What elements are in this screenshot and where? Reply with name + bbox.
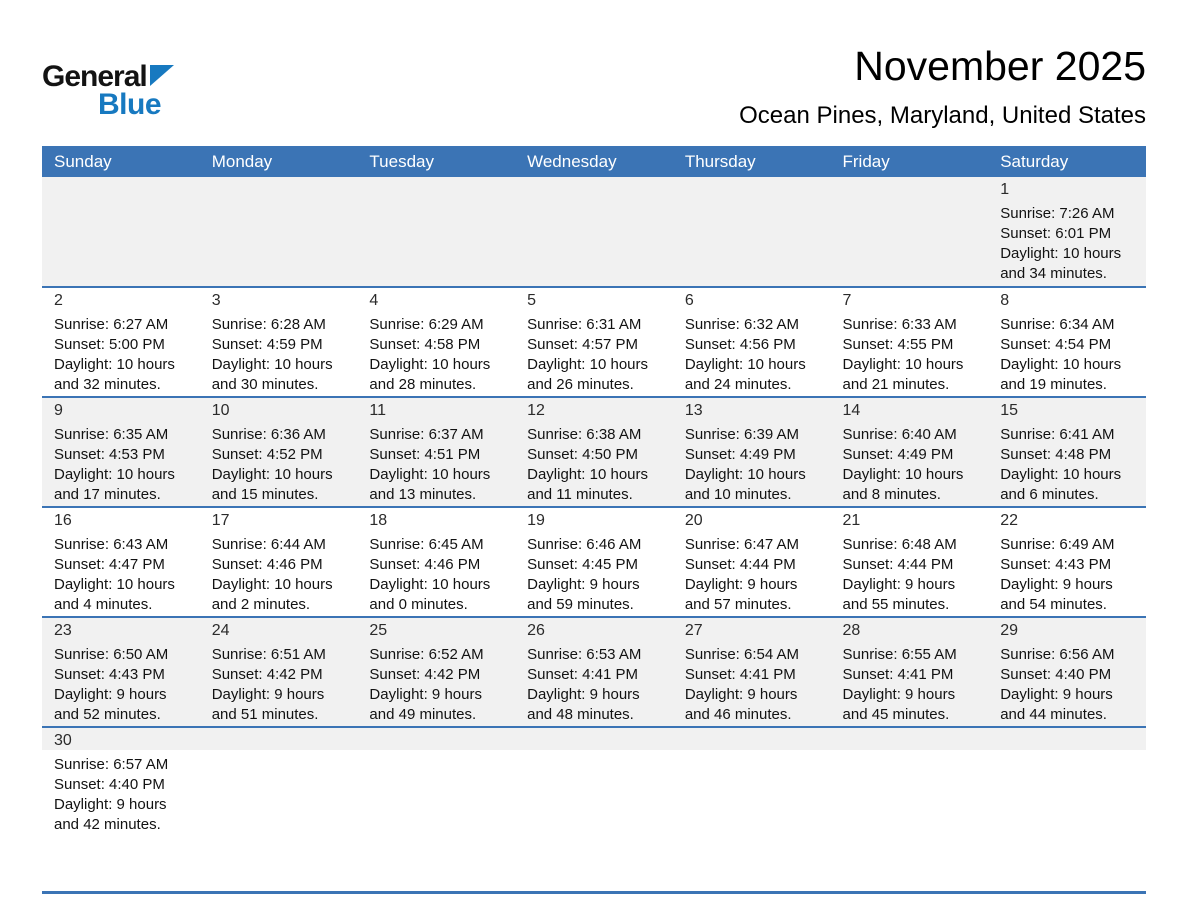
day-detail-line: Daylight: 10 hours — [369, 356, 491, 374]
day-cell — [673, 507, 831, 617]
day-cell — [673, 617, 831, 727]
day-cell — [515, 617, 673, 727]
day-detail-line: and 57 minutes. — [684, 596, 792, 614]
day-detail-line: Sunrise: 6:49 AM — [1000, 536, 1115, 554]
logo-text-blue: Blue — [98, 88, 162, 121]
weekday-header-friday: Friday — [831, 146, 989, 177]
day-detail-line: and 6 minutes. — [1000, 486, 1099, 504]
day-detail-line: Daylight: 9 hours — [842, 686, 956, 704]
day-number: 15 — [1000, 402, 1019, 420]
day-detail-line: and 44 minutes. — [1000, 706, 1107, 724]
day-detail-line: Daylight: 9 hours — [54, 796, 167, 814]
calendar-week-row — [42, 617, 1146, 727]
day-number: 20 — [684, 512, 703, 530]
day-detail-line: Sunset: 4:40 PM — [54, 776, 165, 794]
day-detail-line: Daylight: 10 hours — [1000, 466, 1122, 484]
day-detail-line: Sunset: 4:48 PM — [1000, 446, 1112, 464]
day-detail-line: Sunrise: 6:38 AM — [527, 426, 642, 444]
day-detail-line: Sunrise: 6:50 AM — [54, 646, 169, 664]
day-detail-line: and 13 minutes. — [369, 486, 477, 504]
empty-day-cell — [515, 727, 673, 892]
empty-day-cell — [200, 177, 358, 287]
day-cell — [673, 397, 831, 507]
page-title: November 2025 — [854, 43, 1146, 89]
day-detail-line: Sunset: 4:55 PM — [842, 336, 954, 354]
day-detail-line: and 0 minutes. — [369, 596, 468, 614]
day-detail-line: and 32 minutes. — [54, 376, 161, 394]
day-cell — [200, 507, 358, 617]
day-detail-line: Sunrise: 6:36 AM — [211, 426, 326, 444]
day-detail-line: Sunset: 4:49 PM — [684, 446, 796, 464]
day-number: 24 — [211, 622, 230, 640]
day-number: 7 — [842, 292, 852, 310]
page-header — [42, 0, 1146, 146]
empty-day-cell — [831, 727, 989, 892]
day-detail-line: and 51 minutes. — [211, 706, 319, 724]
day-detail-line: Daylight: 9 hours — [527, 686, 640, 704]
day-detail-line: and 48 minutes. — [527, 706, 634, 724]
day-detail-line: Sunset: 4:40 PM — [1000, 666, 1112, 684]
day-detail-line: Sunrise: 6:55 AM — [842, 646, 957, 664]
empty-day-cell — [988, 727, 1146, 892]
day-detail-line: Sunrise: 6:35 AM — [54, 426, 169, 444]
day-cell — [42, 507, 200, 617]
day-detail-line: Sunset: 4:52 PM — [211, 446, 323, 464]
day-cell — [200, 397, 358, 507]
calendar-week-row — [42, 177, 1146, 287]
day-detail-line: Sunrise: 6:40 AM — [842, 426, 957, 444]
generalblue-logo — [42, 62, 174, 120]
day-detail-line: Sunset: 4:58 PM — [369, 336, 481, 354]
day-cell — [357, 617, 515, 727]
logo-text-general: General — [42, 60, 147, 93]
day-detail-line: Daylight: 10 hours — [211, 576, 333, 594]
day-detail-line: Sunset: 4:51 PM — [369, 446, 481, 464]
day-detail-line: and 45 minutes. — [842, 706, 950, 724]
weekday-header-wednesday: Wednesday — [515, 146, 673, 177]
day-detail-line: Daylight: 10 hours — [54, 466, 175, 484]
day-number: 14 — [842, 402, 861, 420]
weekday-header-monday: Monday — [200, 146, 358, 177]
day-number: 2 — [54, 292, 63, 310]
day-detail-line: Daylight: 9 hours — [1000, 576, 1113, 594]
day-number: 25 — [369, 622, 388, 640]
page-subtitle: Ocean Pines, Maryland, United States — [739, 102, 1146, 130]
calendar-week-row — [42, 727, 1146, 892]
day-cell — [42, 397, 200, 507]
day-detail-line: Daylight: 10 hours — [684, 466, 806, 484]
day-detail-line: Daylight: 10 hours — [842, 466, 964, 484]
day-cell — [357, 287, 515, 397]
day-detail-line: Sunset: 4:50 PM — [527, 446, 639, 464]
empty-day-cell — [200, 727, 358, 892]
weekday-header-thursday: Thursday — [673, 146, 831, 177]
day-detail-line: and 49 minutes. — [369, 706, 477, 724]
day-detail-line: Sunrise: 7:26 AM — [1000, 205, 1115, 223]
day-cell — [831, 397, 989, 507]
day-number: 16 — [54, 512, 72, 530]
day-detail-line: Sunrise: 6:45 AM — [369, 536, 484, 554]
day-detail-line: Sunrise: 6:31 AM — [527, 316, 642, 334]
day-detail-line: Daylight: 9 hours — [527, 576, 640, 594]
day-detail-line: Daylight: 10 hours — [1000, 245, 1122, 263]
day-cell — [988, 177, 1146, 287]
day-cell — [42, 617, 200, 727]
empty-day-cell — [673, 727, 831, 892]
day-detail-line: Sunset: 4:54 PM — [1000, 336, 1112, 354]
day-detail-line: Daylight: 10 hours — [684, 356, 806, 374]
day-detail-line: Sunrise: 6:27 AM — [54, 316, 169, 334]
empty-day-cell — [515, 177, 673, 287]
day-detail-line: Daylight: 10 hours — [527, 466, 649, 484]
weekday-header-row — [42, 146, 1146, 177]
day-detail-line: Daylight: 10 hours — [211, 466, 333, 484]
day-detail-line: Sunrise: 6:44 AM — [211, 536, 326, 554]
day-number: 22 — [1000, 512, 1019, 530]
day-detail-line: Daylight: 10 hours — [54, 356, 175, 374]
day-detail-line: Daylight: 9 hours — [1000, 686, 1113, 704]
empty-day-cell — [673, 177, 831, 287]
day-detail-line: and 4 minutes. — [54, 596, 153, 614]
day-detail-line: and 26 minutes. — [527, 376, 634, 394]
day-detail-line: and 21 minutes. — [842, 376, 950, 394]
day-detail-line: Sunset: 4:44 PM — [684, 556, 796, 574]
day-number: 1 — [1000, 181, 1010, 199]
day-detail-line: Daylight: 10 hours — [842, 356, 964, 374]
day-cell — [988, 617, 1146, 727]
day-detail-line: Sunset: 4:57 PM — [527, 336, 639, 354]
day-number: 21 — [842, 512, 861, 530]
weekday-header-tuesday: Tuesday — [357, 146, 515, 177]
day-detail-line: and 52 minutes. — [54, 706, 161, 724]
day-detail-line: Sunrise: 6:39 AM — [684, 426, 800, 444]
day-cell — [988, 507, 1146, 617]
day-detail-line: Sunset: 4:47 PM — [54, 556, 165, 574]
day-detail-line: Daylight: 9 hours — [842, 576, 956, 594]
day-number: 8 — [1000, 292, 1010, 310]
day-detail-line: Sunrise: 6:32 AM — [684, 316, 800, 334]
day-detail-line: Daylight: 10 hours — [369, 576, 491, 594]
day-detail-line: Sunset: 4:46 PM — [369, 556, 481, 574]
day-number: 4 — [369, 292, 379, 310]
day-number: 23 — [54, 622, 72, 640]
day-detail-line: Daylight: 10 hours — [54, 576, 175, 594]
day-detail-line: Sunset: 4:43 PM — [1000, 556, 1112, 574]
day-detail-line: and 34 minutes. — [1000, 265, 1107, 283]
day-cell — [515, 397, 673, 507]
day-detail-line: and 59 minutes. — [527, 596, 634, 614]
day-detail-line: Sunset: 4:44 PM — [842, 556, 954, 574]
day-number: 29 — [1000, 622, 1019, 640]
day-cell — [673, 287, 831, 397]
day-detail-line: Sunset: 6:01 PM — [1000, 225, 1112, 243]
day-detail-line: Sunrise: 6:34 AM — [1000, 316, 1115, 334]
day-cell — [42, 287, 200, 397]
day-detail-line: and 2 minutes. — [211, 596, 311, 614]
day-detail-line: Sunset: 4:43 PM — [54, 666, 165, 684]
day-detail-line: Daylight: 9 hours — [684, 686, 798, 704]
day-detail-line: Daylight: 10 hours — [211, 356, 333, 374]
day-detail-line: Daylight: 10 hours — [1000, 356, 1122, 374]
day-detail-line: and 17 minutes. — [54, 486, 161, 504]
day-detail-line: and 54 minutes. — [1000, 596, 1107, 614]
day-detail-line: Sunrise: 6:47 AM — [684, 536, 800, 554]
day-detail-line: Daylight: 9 hours — [684, 576, 798, 594]
day-detail-line: Sunset: 4:46 PM — [211, 556, 323, 574]
day-cell — [988, 287, 1146, 397]
day-detail-line: Sunrise: 6:56 AM — [1000, 646, 1115, 664]
day-detail-line: Daylight: 10 hours — [369, 466, 491, 484]
day-cell — [831, 617, 989, 727]
day-detail-line: Sunrise: 6:46 AM — [527, 536, 642, 554]
day-number: 11 — [369, 402, 387, 420]
day-detail-line: Sunset: 5:00 PM — [54, 336, 165, 354]
day-detail-line: and 28 minutes. — [369, 376, 477, 394]
day-detail-line: Sunrise: 6:43 AM — [54, 536, 169, 554]
calendar-body — [42, 177, 1146, 892]
day-detail-line: Daylight: 9 hours — [369, 686, 482, 704]
day-cell — [200, 287, 358, 397]
day-cell — [515, 507, 673, 617]
day-detail-line: Sunrise: 6:53 AM — [527, 646, 642, 664]
day-detail-line: Sunset: 4:41 PM — [527, 666, 639, 684]
day-detail-line: Sunset: 4:56 PM — [684, 336, 796, 354]
day-detail-line: Sunrise: 6:33 AM — [842, 316, 957, 334]
calendar-week-row — [42, 287, 1146, 397]
day-detail-line: and 8 minutes. — [842, 486, 941, 504]
calendar-table — [42, 146, 1146, 894]
day-number: 12 — [527, 402, 545, 420]
day-detail-line: Sunrise: 6:52 AM — [369, 646, 484, 664]
day-number: 3 — [211, 292, 221, 310]
day-detail-line: Sunset: 4:53 PM — [54, 446, 165, 464]
empty-day-cell — [831, 177, 989, 287]
day-number: 28 — [842, 622, 861, 640]
title-block — [739, 44, 1146, 130]
day-detail-line: and 24 minutes. — [684, 376, 792, 394]
calendar-week-row — [42, 507, 1146, 617]
day-detail-line: and 19 minutes. — [1000, 376, 1107, 394]
day-number: 10 — [211, 402, 230, 420]
day-detail-line: Sunrise: 6:28 AM — [211, 316, 326, 334]
day-detail-line: and 10 minutes. — [684, 486, 792, 504]
day-detail-line: Sunrise: 6:48 AM — [842, 536, 957, 554]
day-number: 9 — [54, 402, 63, 420]
day-number: 19 — [527, 512, 545, 530]
day-number: 5 — [527, 292, 537, 310]
weekday-header-saturday: Saturday — [988, 146, 1146, 177]
day-cell — [200, 617, 358, 727]
day-detail-line: Sunrise: 6:41 AM — [1000, 426, 1115, 444]
day-detail-line: Sunrise: 6:51 AM — [211, 646, 326, 664]
day-detail-line: and 30 minutes. — [211, 376, 319, 394]
day-detail-line: Sunset: 4:41 PM — [684, 666, 796, 684]
day-detail-line: and 42 minutes. — [54, 816, 161, 834]
day-cell — [515, 287, 673, 397]
day-detail-line: Sunrise: 6:29 AM — [369, 316, 484, 334]
day-detail-line: Sunset: 4:41 PM — [842, 666, 954, 684]
empty-day-cell — [357, 727, 515, 892]
day-cell — [988, 397, 1146, 507]
day-number: 27 — [684, 622, 703, 640]
day-cell — [831, 507, 989, 617]
empty-day-cell — [357, 177, 515, 287]
day-detail-line: Sunset: 4:45 PM — [527, 556, 639, 574]
calendar-week-row — [42, 397, 1146, 507]
logo-triangle-icon — [150, 64, 174, 86]
day-number: 17 — [211, 512, 230, 530]
day-number: 18 — [369, 512, 388, 530]
day-detail-line: Sunrise: 6:54 AM — [684, 646, 800, 664]
day-detail-line: Sunrise: 6:57 AM — [54, 756, 169, 774]
day-detail-line: Sunset: 4:49 PM — [842, 446, 954, 464]
day-detail-line: and 11 minutes. — [527, 486, 633, 504]
day-cell — [42, 727, 200, 892]
day-detail-line: Sunset: 4:42 PM — [211, 666, 323, 684]
day-cell — [357, 397, 515, 507]
day-detail-line: Sunset: 4:42 PM — [369, 666, 481, 684]
day-detail-line: Daylight: 9 hours — [54, 686, 167, 704]
day-detail-line: and 55 minutes. — [842, 596, 950, 614]
day-detail-line: Daylight: 10 hours — [527, 356, 649, 374]
day-number: 30 — [54, 732, 72, 750]
day-number: 6 — [684, 292, 694, 310]
day-cell — [357, 507, 515, 617]
weekday-header-sunday: Sunday — [42, 146, 200, 177]
day-number: 26 — [527, 622, 545, 640]
day-number: 13 — [684, 402, 703, 420]
day-detail-line: and 46 minutes. — [684, 706, 792, 724]
day-cell — [831, 287, 989, 397]
empty-day-cell — [42, 177, 200, 287]
day-detail-line: Sunset: 4:59 PM — [211, 336, 323, 354]
day-detail-line: Sunrise: 6:37 AM — [369, 426, 484, 444]
day-detail-line: Daylight: 9 hours — [211, 686, 325, 704]
calendar-head — [42, 146, 1146, 177]
day-detail-line: and 15 minutes. — [211, 486, 319, 504]
